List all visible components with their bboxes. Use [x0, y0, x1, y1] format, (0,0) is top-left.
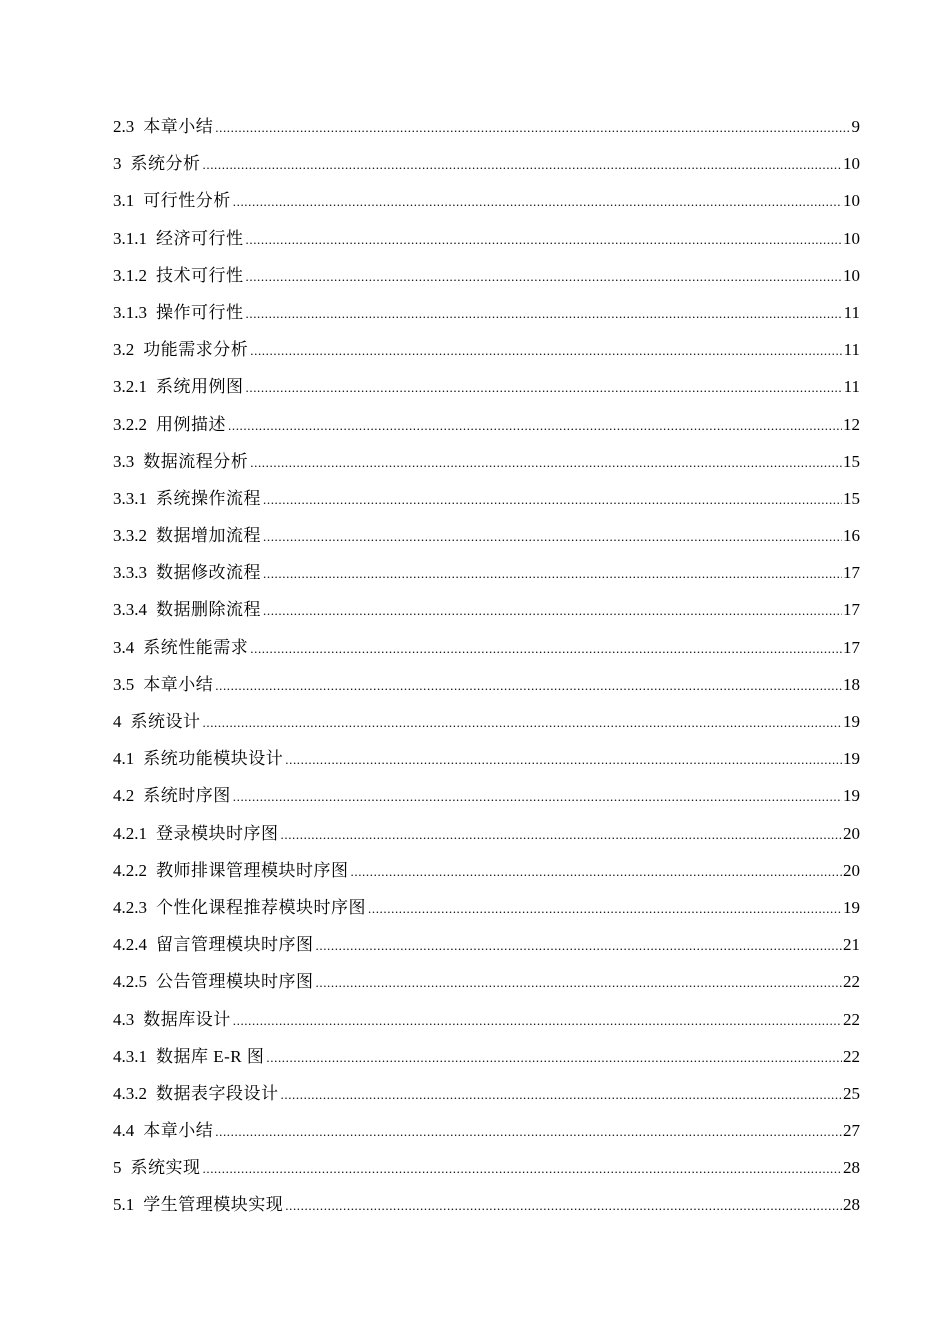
toc-entry-page-number: 21: [843, 935, 860, 955]
toc-entry-number: 3.1.1: [113, 228, 147, 248]
toc-entry-number: 4: [113, 712, 122, 731]
toc-entry-title: 系统设计: [130, 712, 201, 731]
toc-entry-number: 4.2.2: [113, 860, 147, 880]
toc-entry-page-number: 10: [843, 228, 860, 248]
toc-entry[interactable]: [113, 368, 860, 405]
toc-dot-leader: [285, 741, 842, 778]
toc-entry[interactable]: [113, 889, 860, 926]
toc-entry[interactable]: [113, 1149, 860, 1186]
toc-entry-number: 3.2.1: [113, 377, 147, 397]
toc-dot-leader: [263, 555, 842, 592]
toc-entry-number: 3.2.2: [113, 414, 147, 434]
toc-entry[interactable]: [113, 1001, 860, 1038]
toc-entry-title: 系统性能需求: [143, 637, 249, 657]
toc-dot-leader: [316, 964, 843, 1001]
toc-dot-leader: [246, 258, 843, 295]
toc-entry-title: 本章小结: [143, 1121, 214, 1141]
toc-entry-title: 个性化课程推荐模块时序图: [156, 897, 366, 917]
toc-entry-number: 5: [113, 1158, 122, 1178]
toc-entry[interactable]: [113, 703, 860, 740]
toc-entry[interactable]: [113, 220, 860, 257]
toc-entry-title: 数据库设计: [143, 1009, 231, 1029]
toc-dot-leader: [263, 518, 842, 555]
toc-entry[interactable]: [113, 926, 860, 963]
toc-entry[interactable]: [113, 1038, 860, 1075]
toc-dot-leader: [233, 183, 842, 220]
toc-entry-number: 3.3: [113, 451, 135, 471]
toc-entry-title: 系统用例图: [156, 377, 244, 397]
toc-entry[interactable]: [113, 108, 860, 145]
toc-entry[interactable]: [113, 294, 860, 331]
toc-dot-leader: [233, 1002, 842, 1039]
toc-entry[interactable]: [113, 145, 860, 182]
toc-entry-number: 3.5: [113, 674, 135, 694]
toc-entry-page-number: 10: [843, 191, 860, 211]
toc-entry[interactable]: [113, 517, 860, 554]
toc-dot-leader: [203, 1150, 843, 1187]
toc-entry-title: 本章小结: [143, 674, 214, 694]
toc-entry[interactable]: [113, 777, 860, 814]
toc-entry[interactable]: [113, 1112, 860, 1149]
toc-entry-title: 公告管理模块时序图: [156, 972, 314, 992]
toc-entry-title: 教师排课管理模块时序图: [156, 860, 349, 880]
toc-entry-page-number: 10: [843, 154, 860, 174]
toc-entry-page-number: 20: [843, 823, 860, 843]
toc-entry-number: 5.1: [113, 1195, 135, 1215]
toc-entry-page-number: 17: [843, 563, 860, 583]
toc-dot-leader: [285, 1187, 842, 1224]
toc-entry-page-number: 28: [843, 1158, 860, 1178]
toc-entry-page-number: 22: [843, 1046, 860, 1066]
toc-entry-number: 3.4: [113, 637, 135, 657]
toc-dot-leader: [368, 890, 842, 927]
toc-entry[interactable]: [113, 554, 860, 591]
toc-dot-leader: [351, 853, 843, 890]
toc-entry-title: 学生管理模块实现: [143, 1195, 284, 1215]
toc-entry-page-number: 17: [843, 637, 860, 657]
toc-entry-title: 可行性分析: [143, 191, 231, 211]
toc-entry-number: 4.4: [113, 1121, 135, 1141]
toc-dot-leader: [246, 369, 843, 406]
toc-entry[interactable]: [113, 443, 860, 480]
toc-entry-title: 数据删除流程: [156, 600, 261, 620]
toc-entry-number: 4.2.1: [113, 823, 147, 843]
toc-entry-number: 4.2: [113, 786, 135, 806]
toc-dot-leader: [246, 221, 843, 258]
toc-entry-page-number: 27: [843, 1121, 860, 1141]
toc-entry-title: 系统分析: [130, 154, 201, 174]
toc-entry-number: 3.1.3: [113, 302, 147, 322]
toc-entry-number: 3.2: [113, 340, 135, 360]
toc-entry-number: 3.3.2: [113, 526, 147, 546]
toc-entry[interactable]: [113, 1075, 860, 1112]
toc-entry-title: 数据表字段设计: [156, 1083, 279, 1103]
toc-entry-page-number: 22: [843, 972, 860, 992]
toc-entry[interactable]: [113, 182, 860, 219]
toc-entry-title: 系统功能模块设计: [143, 749, 284, 769]
toc-entry[interactable]: [113, 1186, 860, 1223]
toc-entry-title: 技术可行性: [156, 265, 244, 285]
toc-entry[interactable]: [113, 406, 860, 443]
toc-dot-leader: [203, 704, 843, 741]
toc-dot-leader: [203, 146, 843, 183]
toc-entry-title: 登录模块时序图: [156, 823, 279, 843]
toc-entry-title: 系统时序图: [143, 786, 231, 806]
toc-entry-title: 数据增加流程: [156, 526, 261, 546]
toc-entry-title: 操作可行性: [156, 302, 244, 322]
toc-entry[interactable]: [113, 852, 860, 889]
toc-entry-number: 3.3.3: [113, 563, 147, 583]
toc-entry-page-number: 12: [843, 414, 860, 434]
toc-entry[interactable]: [113, 480, 860, 517]
toc-entry-number: 4.1: [113, 749, 135, 769]
toc-dot-leader: [281, 816, 843, 853]
toc-entry-title: 系统实现: [130, 1158, 201, 1178]
toc-entry-page-number: 10: [843, 265, 860, 285]
toc-entry-title: 本章小结: [143, 117, 214, 136]
toc-entry-page-number: 19: [843, 786, 860, 806]
toc-entry-number: 4.3.1: [113, 1046, 147, 1066]
toc-entry-number: 3: [113, 154, 122, 174]
toc-entry-page-number: 15: [843, 488, 860, 508]
toc-entry-title: 数据库 E-R 图: [156, 1046, 265, 1066]
toc-dot-leader: [250, 332, 842, 369]
toc-dot-leader: [228, 407, 842, 444]
toc-entry-number: 4.3.2: [113, 1083, 147, 1103]
toc-entry-page-number: 11: [843, 377, 860, 397]
toc-entry-title: 功能需求分析: [143, 340, 249, 360]
toc-dot-leader: [316, 927, 843, 964]
toc-dot-leader: [263, 592, 842, 629]
toc-entry-title: 用例描述: [156, 414, 226, 434]
toc-dot-leader: [281, 1076, 843, 1113]
toc-entry-page-number: 18: [843, 674, 860, 694]
toc-entry-number: 2.3: [113, 117, 135, 136]
toc-entry-title: 数据流程分析: [143, 451, 249, 471]
toc-entry-page-number: 11: [843, 340, 860, 360]
toc-dot-leader: [263, 481, 842, 518]
toc-entry-page-number: 16: [843, 526, 860, 546]
table-of-contents: [113, 108, 860, 1224]
toc-entry-page-number: 19: [843, 712, 860, 731]
toc-entry-page-number: 9: [851, 117, 860, 136]
toc-entry[interactable]: [113, 815, 860, 852]
toc-entry[interactable]: [113, 331, 860, 368]
toc-entry[interactable]: [113, 740, 860, 777]
toc-entry-number: 4.2.5: [113, 972, 147, 992]
toc-dot-leader: [215, 109, 850, 146]
toc-entry[interactable]: [113, 257, 860, 294]
toc-entry-page-number: 19: [843, 749, 860, 769]
toc-entry-page-number: 20: [843, 860, 860, 880]
toc-entry-number: 3.3.1: [113, 488, 147, 508]
toc-entry-number: 4.2.4: [113, 935, 147, 955]
toc-dot-leader: [250, 630, 842, 667]
toc-entry-page-number: 19: [843, 897, 860, 917]
toc-entry[interactable]: [113, 591, 860, 628]
toc-dot-leader: [250, 444, 842, 481]
toc-entry-number: 3.3.4: [113, 600, 147, 620]
toc-entry-page-number: 15: [843, 451, 860, 471]
toc-entry[interactable]: [113, 629, 860, 666]
toc-entry-title: 系统操作流程: [156, 488, 261, 508]
toc-entry-title: 留言管理模块时序图: [156, 935, 314, 955]
toc-entry-page-number: 17: [843, 600, 860, 620]
toc-entry[interactable]: [113, 666, 860, 703]
toc-entry-page-number: 25: [843, 1083, 860, 1103]
toc-dot-leader: [266, 1039, 842, 1076]
toc-dot-leader: [246, 295, 843, 332]
toc-entry[interactable]: [113, 963, 860, 1000]
toc-entry-title: 数据修改流程: [156, 563, 261, 583]
toc-entry-number: 3.1.2: [113, 265, 147, 285]
toc-entry-number: 4.3: [113, 1009, 135, 1029]
toc-dot-leader: [215, 1113, 842, 1150]
toc-entry-number: 3.1: [113, 191, 135, 211]
toc-entry-title: 经济可行性: [156, 228, 244, 248]
toc-entry-number: 4.2.3: [113, 897, 147, 917]
toc-entry-page-number: 11: [843, 302, 860, 322]
toc-entry-page-number: 28: [843, 1195, 860, 1215]
toc-entry-page-number: 22: [843, 1009, 860, 1029]
toc-dot-leader: [215, 667, 842, 704]
toc-dot-leader: [233, 778, 842, 815]
